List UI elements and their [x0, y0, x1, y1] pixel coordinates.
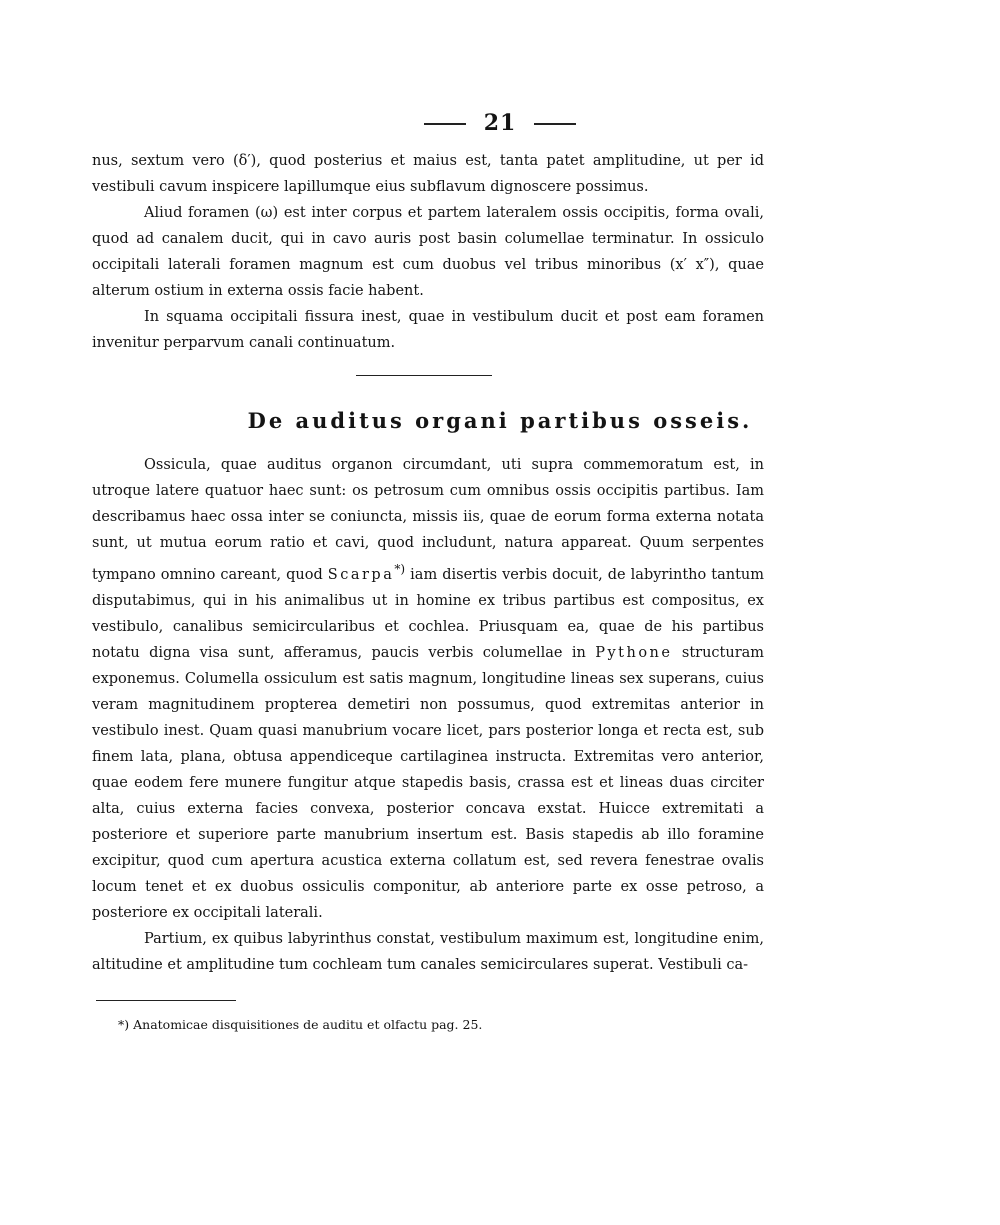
paragraph-ossicula — [92, 452, 764, 926]
footnote-mark: *) — [118, 1017, 130, 1032]
section-title: De auditus organi partibus osseis. — [247, 408, 753, 433]
footnote-rule — [96, 1000, 236, 1001]
paragraph-partium: Partium, ex quibus labyrinthus constat, vestibulum maximum est, longitudine enim, altitudine et amplitudine tum cochleam tum canales semicirculares superat. Vestibuli ca- — [92, 930, 764, 973]
paragraph-continued: nus, sextum vero (δ′), quod posterius et maius est, tanta patet amplitudine, ut per id vestibuli cavum inspicere lapillumque eius subflavum dignoscere possimus. — [92, 153, 764, 195]
footnote — [118, 1016, 482, 1034]
section-separator-rule — [356, 375, 492, 376]
paragraph-aliud-foramen: Aliud foramen (ω) est inter corpus et partem lateralem ossis occipitis, forma ovali, quod ad canalem ducit, qui in cavo auris post basin columellae terminatur. In ossiculo occipitali laterali foramen magnum est cum duobus vel tribus minoribus (x′ x″), quae alterum ostium in externa ossis facie habent. — [92, 205, 764, 299]
paragraph-ossicula-part1: Ossicula, quae auditus organon circumdant, uti supra commemoratum est, in utroque latere quatuor haec sunt: os petrosum cum omnibus ossis occipitis partibus. Iam describamus haec ossa inter se coniuncta, missis iis, quae de eorum forma externa notata sunt, ut mutua eorum ratio et cavi, quod includunt, natura appareat. Quum serpentes tympano omnino careant, quod — [92, 457, 764, 583]
top-text-block — [92, 148, 764, 356]
paragraph-squama: In squama occipitali fissura inest, quae in vestibulum ducit et post eam foramen invenitur perparvum canali continuatum. — [92, 309, 764, 351]
page-header — [0, 110, 1000, 136]
main-text-block — [92, 452, 764, 978]
genus-name-python: Pythone — [595, 644, 673, 661]
page-number: 21 — [483, 110, 517, 136]
header-dash-left — [424, 123, 466, 125]
footnote-reference[interactable]: *) — [394, 562, 406, 576]
paragraph-ossicula-part2: iam disertis verbis docuit, de labyrintho tantum disputabimus, qui in his animalibus ut in homine ex tribus partibus est compositus, ex vestibulo, canalibus semicircularibus et cochlea. Priusquam ea, quae de his partibus notatu digna visa sunt, afferamus, paucis verbis columellae in — [92, 566, 764, 661]
paragraph-ossicula-part3: structuram exponemus. Columella ossiculum est satis magnum, longitudine lineas sex superans, cuius veram magnitudinem propterea demetiri non possumus, quod extremitas anterior in vestibulo inest. Quam quasi manubrium vocare licet, pars posterior longa et recta est, sub finem lata, plana, obtusa appendiceque cartilaginea instructa. Extremitas vero anterior, quae eodem fere munere fungitur atque stapedis basis, crassa est et lineas duas circiter alta, cuius externa facies convexa, posterior concava exstat. Huicce extremitati a posteriore et superiore parte manubrium insertum est. Basis stapedis ab illo foramine excipitur, quod cum apertura acustica externa collatum est, sed revera fenestrae ovalis locum tenet et ex duobus ossiculis componitur, ab anteriore parte ex osse petroso, a posteriore ex occipitali laterali. — [92, 644, 765, 921]
author-name-scarpa: Scarpa — [327, 566, 395, 583]
footnote-text: Anatomicae disquisitiones de auditu et olfactu pag. 25. — [133, 1017, 483, 1032]
header-dash-right — [534, 123, 576, 125]
